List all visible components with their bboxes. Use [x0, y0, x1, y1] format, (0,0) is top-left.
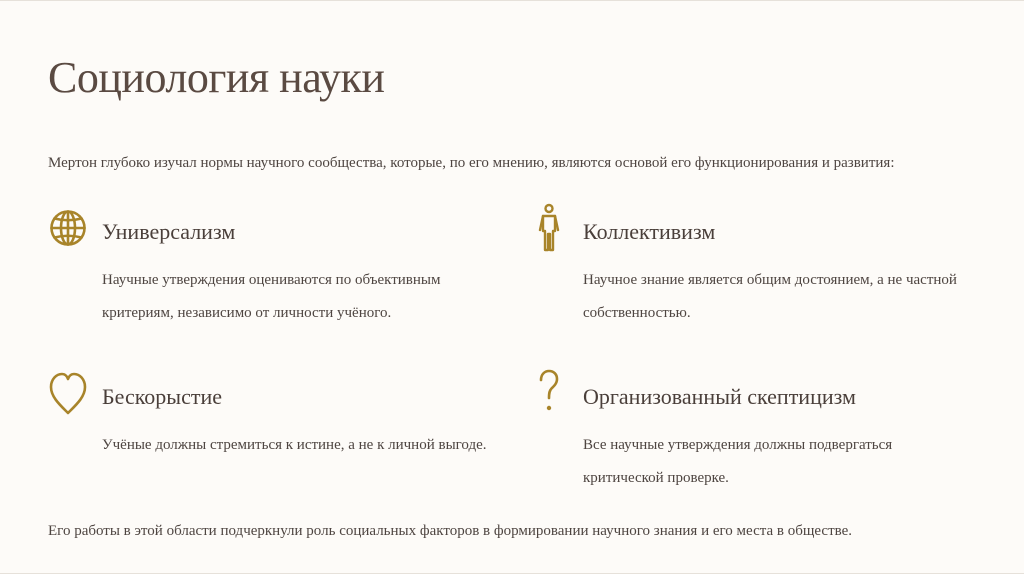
norm-heading: Бескорыстие: [102, 384, 222, 409]
norm-heading: Коллективизм: [583, 219, 716, 244]
norm-description: Научное знание является общим достоянием, а не частной собственностью.: [583, 272, 957, 321]
norm-description: Научные утверждения оцениваются по объективным критериям, независимо от личности учёного.: [102, 272, 441, 321]
person-icon: [529, 203, 569, 257]
conclusion-paragraph: Его работы в этой области подчеркнули роль социальных факторов в формировании научного знания и его места в обществе.: [48, 523, 853, 539]
top-border: [0, 0, 1024, 1]
globe-icon: [48, 203, 88, 257]
heart-icon: [48, 368, 88, 422]
norm-description: Все научные утверждения должны подвергаться критической проверке.: [583, 437, 893, 486]
question-mark-icon: [529, 368, 569, 422]
norm-heading: Организованный скептицизм: [583, 384, 856, 409]
norm-heading: Универсализм: [102, 219, 236, 244]
norm-description: Учёные должны стремиться к истине, а не к личной выгоде.: [102, 437, 487, 453]
page-title: Социология науки: [48, 53, 385, 102]
intro-paragraph: Мертон глубоко изучал нормы научного сообщества, которые, по его мнению, являются основой его функционирования и развития:: [48, 155, 895, 171]
